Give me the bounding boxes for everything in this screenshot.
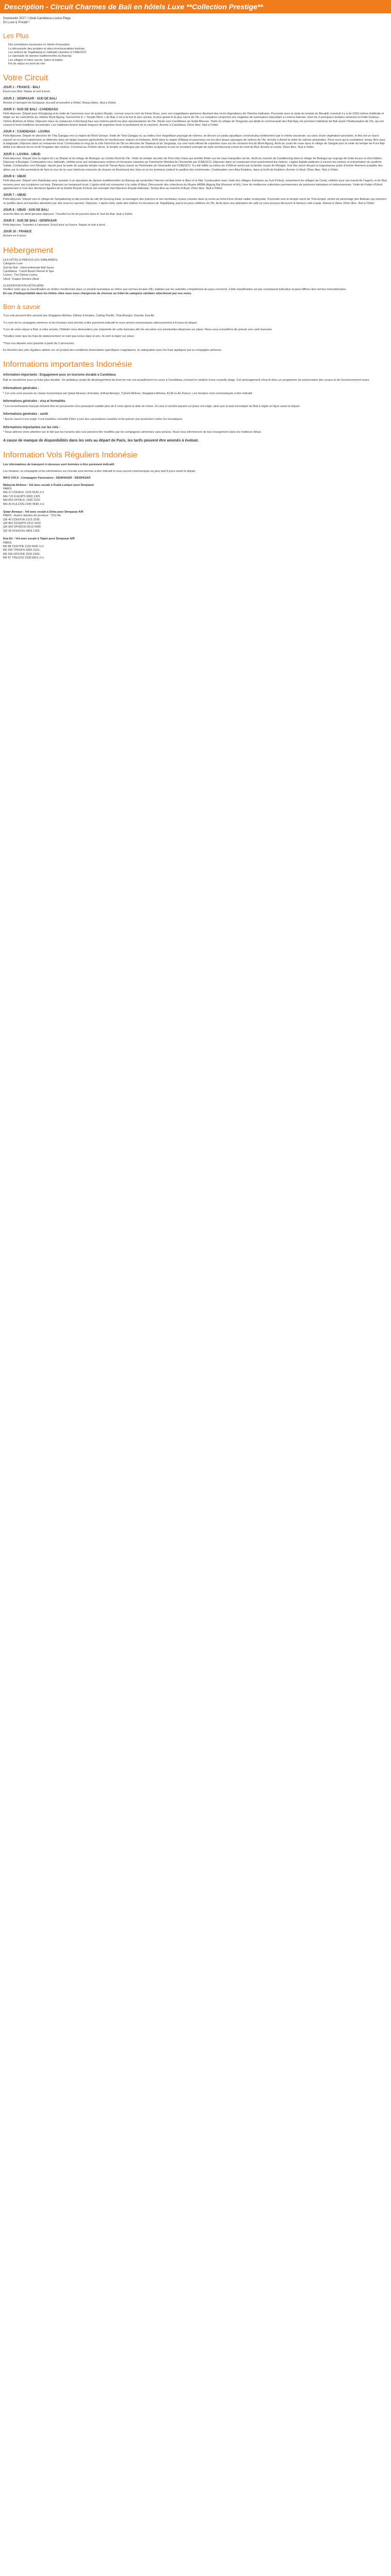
- day-title: JOUR 6 : UBUD: [3, 175, 26, 179]
- info-block-text: * Les vols sont assurés en classe économique par Qatar Airways, Emirates, Etihad Airways, Turkish Airlines, Singapore Airlines, KLM ou Air France. Les horaires sont communiqués à titre indicatif.: [3, 392, 253, 395]
- paragraph: *Veuillez noter que les frais de stationnement ne sont pas inclus dans le prix, ils sont à régler sur place.: [3, 335, 135, 338]
- classification-text: Veuillez noter que la classification en étoiles mentionnée dans ce produit touristique se réfère aux normes locales (NL) établies par les autorités compétentes du pays concerné. Cette classification est par conséquent indicative et peut différer des normes internationales.: [3, 288, 347, 292]
- flight-line: PARIS - Autres départs de province : TGV Air: [3, 514, 61, 518]
- section-title: Les Plus: [3, 32, 29, 40]
- day-text: Petit-déjeuner. Départ pour Klungkung et la visite de l'ancienne cour de justice Royale, connue sous le nom de Kerta Gosa, avec ses magnifiques peintures illustrant des récits légendaires de l'histoire balinaise. Poursuite avec la visite du temple de Besakih construit il y a de 1000 mètres d'altitude et édigé sur les contreforts du célèbre Mont Agung. Surnommé le « Temple Mère » de Bali, il est à la fois le plus ancien, le plus grand et la plus sacré de l'île. Le complexe comprend une vingtaine de sanctuaires répondant à cosmos balinais, dont les 3 principaux temples vénèrent la trinité hindoue : Vishnu Brahma et Shiva. Déjeuner dans un restaurant à Rendang face aux rizières parmi les plus spectaculaires de l'île. Route vers Candidasa via Selat-Muncan. Visite du village de Tenganan qui abrite la communauté des Bali Aga, les premiers habitants de Bali avant l'hindouisation de l'île, qui ont conservé leurs traditions ancestrales. Les habitants tissent depuis toujours de superbes tissé et produisent de la vannerie. Arrivée à Candidasa. Dîner libre. Nuit à l'hôtel.: [3, 112, 384, 127]
- list-item: Les rizières de Tegallalang et Jatiluwih classées à l'UNESCO: [8, 50, 87, 54]
- flight-line: PARIS: [3, 487, 12, 490]
- flight-line: BR 87 TPECDG 2330 0815 J+1: [3, 556, 44, 560]
- info-block-title: Informations générales : santé: [3, 413, 48, 416]
- flight-block: [3, 484, 388, 506]
- flight-title: Eva Air : Vol avec escale à Taipei pour Denpasar A/R: [3, 537, 75, 541]
- plus-list: [3, 43, 388, 66]
- day-text: Petit-déjeuner. Départ vers Batubulan pour assister à un spectacle de danses traditionnelles du Barong qui symbolise l'éternel combat entre le Bien et le Mal. Continuation avec visite des villages d'artisans au Sud d'Ubud, notamment les villages de Celuk, célèbre pour son travail de l'argent, et de Mas, reconnu pour ses sculptures sur bois. Déjeuner au restaurant local. L'après-midi est consacrée à la visite d'Ubud. Découverte des collections du Musée ARMA (Agung Rai Museum of Art), l'une de meilleures collections permanentes de peintures balinaises et indonésiennes. Visite du Palais d'Ubud appartenant à l'une des dernières lignées de la famille Royale d'Ubud, bel exemple d'architecture Royale balinaise. Temps libre au marché d'Ubud. Dîner libre. Nuit à l'hôtel.: [3, 179, 388, 190]
- flight-line: QR 39 DOHCDG 0805 1355: [3, 529, 40, 533]
- flight-block: [3, 537, 388, 560]
- intro: [0, 13, 391, 25]
- hotels-list: [3, 259, 388, 281]
- day-item: [3, 209, 388, 216]
- flight-title: Malaysia Airlines : Vol avec escale à Kuala Lumpur pour Denpasar: [3, 483, 94, 487]
- list-item: Des prestations luxueuses en hôtels d'exception: [8, 43, 70, 47]
- day-title: JOUR 9 : SUD DE BALI - DENPASAR: [3, 219, 57, 223]
- info-block-text: * Les ressortissants français doivent être en possession d'un passeport valable plus de 6 mois après la date de retour. Un visa à l'arrivée payant sur place est exigé, ainsi que la taxe touristique de Bali à régler en ligne avant le départ.: [3, 404, 300, 408]
- day-title: JOUR 5 : LOVINA - UBUD: [3, 152, 41, 156]
- day-title: JOUR 3 : SUD DE BALI - CANDIDASA: [3, 108, 58, 111]
- paragraph: *Le nom de la compagnie aérienne et les horaires sont donnés à titre purement indicatif et vous seront communiqués ultérieurement à 8 jours du départ: [3, 321, 197, 325]
- hotel-line: Candidasa : Candi Beach Resort & Spa: [3, 269, 54, 273]
- paragraph: *Tous nos départs sont garantis à partir de 2 personnes.: [3, 342, 75, 345]
- day-text: Petit-déjeuner. Départ vers le village de Tampaksiring et découverte du site de Gunung Kawi, la montagne des poèmes et ses tombeaux royaux creusés dans la roche au fond d'une étroite vallée verdoyante. Poursuite vers le temple sacré de Tirta Empul, centre de pèlerinage des Balinais qui viennent se purifier dans ses bassins alimentés par des sources sacrées. Déjeuner. L'après-midi, visite des rizières en terrasses de Tegallalang, parmi les plus célèbres de l'île. Arrêt dans une plantation de café où vous pourrez découvrir le fameux café Luwak. Retour à Ubud. Dîner libre. Nuit à l'hôtel.: [3, 198, 386, 205]
- info-block-title: Information importante : Engagement pour un tourisme durable à Candidasa: [3, 374, 116, 377]
- hotel-line: Catégorie Luxe: [3, 262, 23, 266]
- flight-title: Qatar Airways : Vol avec escale à Doha pour Denpasar A/R: [3, 510, 84, 514]
- day-item: [3, 175, 388, 191]
- section-plus: [0, 32, 391, 66]
- list-item: La découverte des temples et sites incontournables balinais: [8, 47, 85, 50]
- flight-block: [3, 511, 388, 533]
- day-text: Petit-déjeuner. Départ en direction de Tirta Gangga vers la région de Mont Seraya. Visite de Tirta Gangga où, au milieu d'un magnifique paysage de rizières, se dresse un palais aquatique construit plus tardivement par le même souverain; au cœur d'une végétation luxuriante, le lieu est un havre naturel où on peut notamment se détendre dans de larges bassins agrémentés de nombreuses statues et fontaines. Arrêt dans la région d'Abang et panorama sur les plus beaux paysages de rizières de l'île. Arrivée à Amed et visite de salines artisanales. Pose sous qui le souhaitent, temps libre pour la baignade. Déjeuner dans un restaurant local. Continuation le long de la côte Nord-Est de l'île en direction de Tejakula et de Singaraja, sur une route offrant de superbes vues sur les versants Est du Mont Agung. Arrêt en cours de route dans le village de Sangsit pour la visite du temple de Pura Beji dédié à la déesse du riz et de l'irrigation des rizières. Construit au XVème siècle, le temple se distingue par ses belles sculptures et est un excellent exemple du style architectural coloré du nord de Bali. Arrivée à Lovina. Dîner libre. Nuit à l'hôtel.: [3, 134, 385, 149]
- day-item: [3, 153, 388, 172]
- info-block: [3, 426, 388, 435]
- flight-line: MH 21 CDGKUL 1125 0630 J+1: [3, 491, 44, 495]
- day-title: JOUR 2 : DENPASAR - SUD DE BALI: [3, 97, 57, 100]
- section-indonesie: [0, 360, 391, 443]
- hotels-heading: LES HÔTELS PRÉVUS (OU SIMILAIRES): [3, 258, 58, 262]
- hotel-line: Sud de Bali : Intercontinental Bali Sanur: [3, 266, 54, 269]
- section-bon-a-savoir: [0, 303, 391, 352]
- info-block-text: * Nous attirons votre attention sur le fait que les horaires des vols peuvent être modifiés par les compagnies aériennes sans préavis. Nous vous informerons de tout changement dans les meilleurs délais.: [3, 431, 262, 434]
- day-item: [3, 194, 388, 206]
- flight-line: QR 962 DOHDPS 0210 1630: [3, 522, 41, 525]
- info-block: [3, 374, 388, 382]
- section-title: Hébergement: [3, 246, 53, 255]
- day-title: JOUR 1 : FRANCE - BALI: [3, 86, 40, 90]
- flight-line: MH 715 KULDPS 0900 1305: [3, 495, 40, 498]
- warning-note: A cause de manque de disponibilités dans les vols au départ de Paris, les tarifs peuvent être amenés à évoluer.: [3, 437, 199, 443]
- flight-line: QR 40 CDGDOH 1515 2335: [3, 518, 40, 521]
- paragraph: En fonction des vols réguliers utilisés sur ce produit des conditions d'annulation spécifiques s'appliquent, en adéquation avec les frais appliqués par la compagnie aérienne.: [3, 349, 222, 352]
- flight-line: BR 256 DPSTPE 1630 2200: [3, 552, 40, 556]
- vols-group-title: INFO VOLS - Compagnie Partenaires : DENPASAR - DENPASAR: [3, 477, 91, 480]
- day-item: [3, 230, 388, 238]
- hotel-line: Lovina : The Damai Lovina: [3, 274, 38, 277]
- day-text: Arrivée en France.: [3, 234, 27, 238]
- day-title: JOUR 8 : UBUD - SUD DE BALI: [3, 208, 49, 212]
- flight-line: PARIS: [3, 541, 12, 545]
- classification-title: CLASSIFICATION HÔTELIÈRE: [3, 284, 44, 287]
- flight-line: MH 852 DPSKUL 1920 2220: [3, 499, 40, 502]
- section-hotels: [0, 246, 391, 296]
- section-circuit: [0, 73, 391, 238]
- info-block-title: Informations importantes sur les vols :: [3, 426, 60, 429]
- list-item: Les villages et sites sacrés, bains et palais: [8, 58, 63, 62]
- section-vols: [0, 450, 391, 561]
- info-block-text: Bali se transforme pour un futur plus durable. Un ambitieux projet de développement du front de mer est actuellement en cours à Candidasa, incluant la création d'une nouvelle plage. Cet aménagement s'inscrit dans un programme de préservation des coraux et de l'environnement marin.: [3, 379, 370, 382]
- flight-line: QR 963 DPSDOH 0010 0455: [3, 526, 41, 529]
- vols-intro-bold: Les informations de transport ci-dessous sont données à titre purement indicatif.: [3, 463, 115, 466]
- day-item: [3, 108, 388, 127]
- flight-line: BR 88 CDGTPE 1120 0645 J+1: [3, 545, 44, 548]
- flight-line: MH 20 KULCDG 2345 0640 J+1: [3, 502, 45, 506]
- list-item: Fin de séjour en bord de mer: [8, 62, 45, 66]
- section-title: Information Vols Réguliers Indonésie: [3, 450, 138, 460]
- intro-line: En Luxe & Privatif !: [3, 21, 30, 25]
- vols-intro-text: Les horaires, la compagnie et les informations sur l'escale sont donnés à titre indicatif et vous seront communiqués au plus tard 8 jours avant le départ.: [3, 469, 196, 473]
- hotel-line: Ubud : Kappa Senses Ubud: [3, 277, 39, 281]
- intro-line: Nouveauté 2027 ! Ubud-Candidasa-Lovina-Plage: [3, 17, 71, 20]
- info-block: [3, 400, 388, 409]
- info-block-title: Informations générales :: [3, 386, 39, 390]
- hotel-disclaimer: En cas d'indisponibilité dans les hôtels cités nous nous chargerons de réserver un hôtel de catégorie similaire sélectionné par nos soins.: [3, 292, 192, 295]
- day-item: [3, 130, 388, 149]
- day-text: Journée libre en demi-pension déjeuner. Transfert en fin de journée dans le Sud de Bali. Nuit à l'hôtel.: [3, 212, 133, 216]
- day-title: JOUR 4 : CANDIDASA - LOVINA: [3, 130, 50, 134]
- day-title: JOUR 7 : UBUD: [3, 194, 26, 197]
- day-text: Petit-déjeuner. Départ vers la région du Lac Bratan et du village de Bedugul, au Centre Nord de l'île. Visite du temple lacustre de Pura Ulun Danu qui semble flotter sur les eaux tranquilles du lac. Arrêt au marché de Candikuning dans le village de Bedugul qui regorge de fruits locaux et d'orchidées. Déjeuner à Bedugul. Continuation vers Jatiluwih, célèbre pour ses somptueuses rizières en terrasses classées au Patrimoine Mondial de l'Humanité par l'UNESCO. Déjeuner dans un restaurant local surplombant les rizières. Légère balade pédestre à travers les rizières et présentation du système Subak. Continuation vers Mengwi, réputé pour la visite du superbe temple royal de Taman Ayun classé au Patrimoine de l'Humanité par l'UNESCO. Il a été édifié au milieu du XVIIème siècle par la famille royale de Mengwi. Une fois arrivé devant la majestueuse porte d'entrée finement sculptée des allées sur le côté permettent de faire le tour de la cour intérieure entourée de douves où fleurissent des lotus et où les premiers visitent le pavillon des cérémonies. Continuation vers Alas Kedaton, dans la forêt de Kedaton. Arrivée à Ubud. Dîner libre. Nuit à l'hôtel.: [3, 157, 383, 172]
- flight-line: BR 255 TPEDPS 0955 1515: [3, 549, 40, 552]
- info-block-text: * Aucun vaccin n'est exigé. Il est toutefois conseillé d'être à jour des vaccinations usuelles et de prévoir une protection contre les moustiques.: [3, 418, 183, 421]
- day-item: [3, 219, 388, 227]
- page-title: Description - Circuit Charmes de Bali en hôtels Luxe **Collection Prestige**: [0, 0, 391, 13]
- section-title: Bon à savoir: [3, 303, 41, 311]
- paragraph: *Lors de votre séjour à Bali, à votre arrivée, l'hôtelier vous demandera une empreinte de carte bancaire afin de sécuriser vos éventuelles dépenses sur place. Nous vous conseillons de prévoir une carte bancaire.: [3, 328, 273, 331]
- day-text: Arrivée à l'aéroport de Denpasar. Accueil et transfert à l'hôtel. Repas libres. Nuit à l'hôtel.: [3, 101, 117, 105]
- day-item: [3, 86, 388, 94]
- section-title: Informations importantes Indonésie: [3, 360, 132, 369]
- info-block-title: Informations générales : visa et formalités: [3, 399, 66, 403]
- paragraph: *Les vols peuvent être assurés par Singapour Airlines, Etihad, Emirates, Cathay Pacific, Thai Airways, Garuda, Eva Air: [3, 314, 155, 318]
- info-block: [3, 387, 388, 396]
- list-item: Le spectacle de danses traditionnelles du Barong: [8, 55, 72, 58]
- day-text: Envol vers Bali. Repas et nuit à bord.: [3, 90, 51, 94]
- info-block: [3, 413, 388, 421]
- day-title: JOUR 10 : FRANCE: [3, 230, 32, 234]
- classification-block: [3, 284, 388, 296]
- day-item: [3, 97, 388, 105]
- day-text: Petit-déjeuner. Transfert à l'aéroport. Envol pour la France. Repas et nuit à bord.: [3, 224, 106, 227]
- section-title: Votre Circuit: [3, 74, 48, 83]
